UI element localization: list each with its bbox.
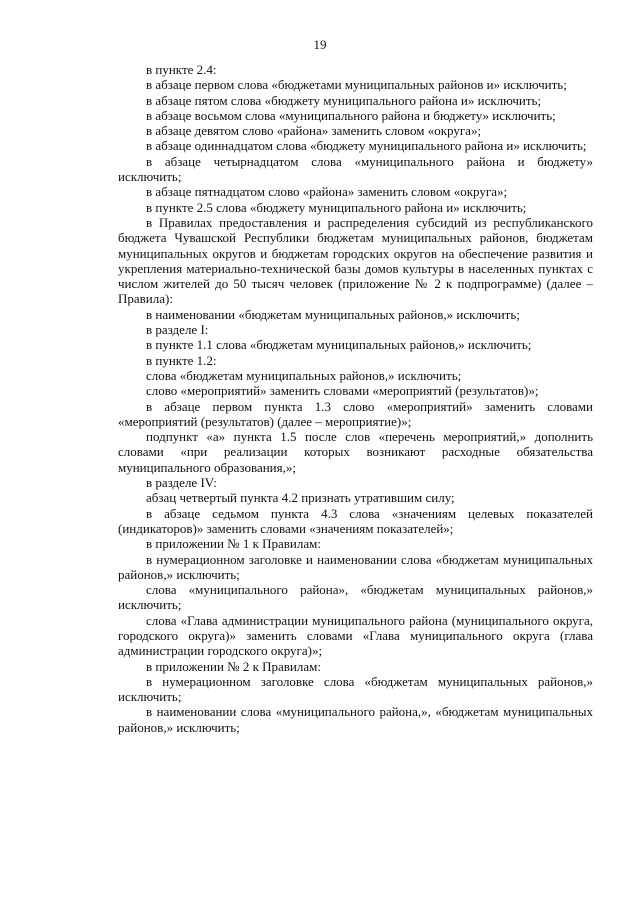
paragraph: слова «Глава администрации муниципального района (муниципального округа, городского округа)» заменить словами «Глава муниципального округа (глава администрации городского округа)»; [118,612,593,659]
paragraph: в абзаце четырнадцатом слова «муниципального района и бюджету» исключить; [118,153,593,185]
paragraph: в наименовании «бюджетам муниципальных районов,» исключить; [146,306,520,322]
paragraph: в абзаце первом слова «бюджетами муниципальных районов и» исключить; [146,77,567,93]
paragraph: в пункте 1.1 слова «бюджетам муниципальных районов,» исключить; [146,337,532,353]
paragraph: в абзаце одиннадцатом слова «бюджету муниципального района и» исключить; [146,138,587,154]
paragraph: в абзаце пятом слова «бюджету муниципального района и» исключить; [146,92,542,108]
paragraph: в абзаце пятнадцатом слово «района» заменить словом «округа»; [146,184,508,200]
paragraph: в абзаце девятом слово «района» заменить словом «округа»; [146,123,482,139]
paragraph: в абзаце седьмом пункта 4.3 слова «значениям целевых показателей (индикаторов)» заменить словами «значениям показателей»; [118,505,593,536]
paragraph: слова «бюджетам муниципальных районов,» исключить; [146,367,462,383]
paragraph: абзац четвертый пункта 4.2 признать утратившим силу; [146,490,455,506]
paragraph: в разделе I: [146,322,209,338]
paragraph: в пункте 1.2: [146,352,217,368]
paragraph: слово «мероприятий» заменить словами «мероприятий (результатов)»; [146,383,539,399]
paragraph: в Правилах предоставления и распределения субсидий из республиканского бюджета Чувашской Республики бюджетам муниципальных районов, бюджетам муниципальных округов и бюджетам городских округов на обеспечение развития и укрепления материально-технической базы домов культуры в населенных пунктах с числом жителей до 50 тысяч человек (приложение № 2 к подпрограмме) (далее – Правила): [118,214,593,307]
paragraph: в пункте 2.4: [146,62,217,77]
paragraph: в абзаце восьмом слова «муниципального района и бюджету» исключить; [146,107,556,123]
paragraph: в наименовании слова «муниципального района,», «бюджетам муниципальных районов,» исключить; [118,704,593,735]
page-number: 19 [313,37,327,52]
paragraph: в нумерационном заголовке и наименовании слова «бюджетам муниципальных районов,» исключить; [118,551,593,582]
document-body [118,62,593,735]
paragraph: подпункт «а» пункта 1.5 после слов «перечень мероприятий,» дополнить словами «при реализации которых возникают расходные обязательства муниципального образования,»; [118,429,593,475]
paragraph: в абзаце первом пункта 1.3 слово «мероприятий» заменить словами «мероприятий (результатов) (далее – мероприятие)»; [118,398,593,429]
paragraph: в нумерационном заголовке слова «бюджетам муниципальных районов,» исключить; [118,673,593,705]
paragraph: в приложении № 1 к Правилам: [146,536,321,552]
paragraph: в приложении № 2 к Правилам: [146,658,321,674]
paragraph: слова «муниципального района», «бюджетам муниципальных районов,» исключить; [118,582,593,613]
paragraph: в разделе IV: [146,475,217,491]
paragraph: в пункте 2.5 слова «бюджету муниципального района и» исключить; [146,199,527,215]
